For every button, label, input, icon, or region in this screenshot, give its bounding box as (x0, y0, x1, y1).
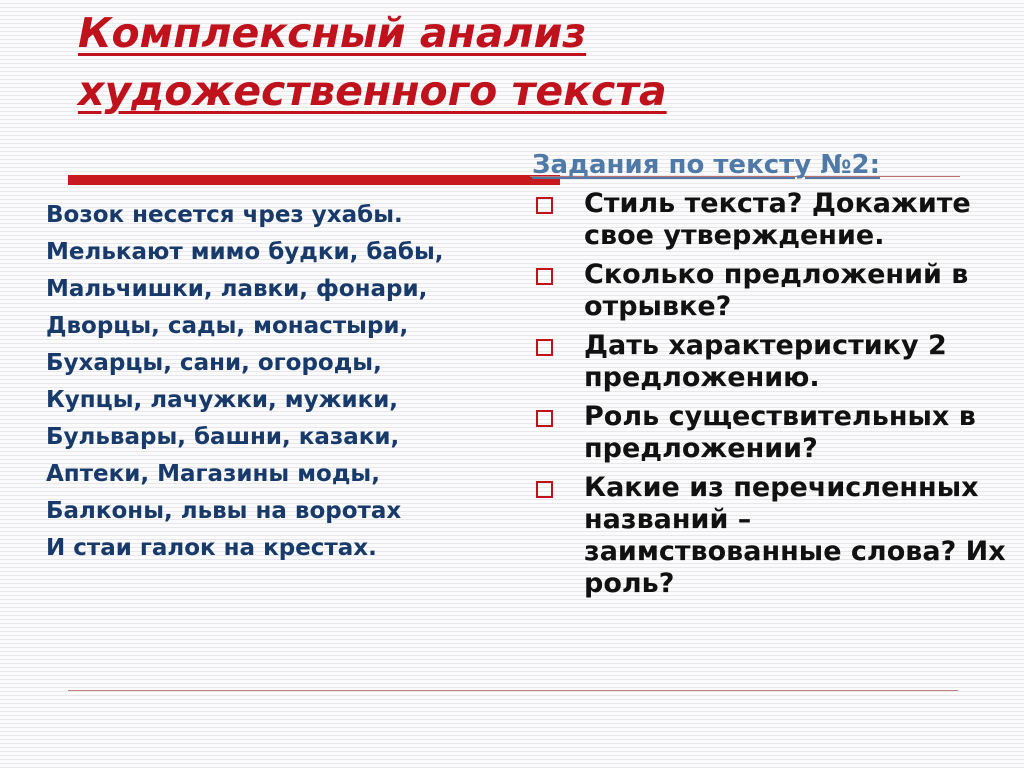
task-text: Стиль текста? Докажите свое утверждение. (584, 188, 971, 251)
checkbox-icon (536, 197, 553, 214)
task-item (532, 401, 1012, 465)
task-item (532, 472, 1012, 600)
poem-line: Дворцы, сады, монастыри, (46, 313, 409, 339)
red-divider-bar (68, 175, 560, 185)
task-list (532, 188, 1012, 607)
checkbox-icon (536, 268, 553, 285)
poem-line: Бухарцы, сани, огороды, (46, 350, 382, 376)
checkbox-icon (536, 410, 553, 427)
poem-line: Мальчишки, лавки, фонари, (46, 276, 428, 302)
task-text: Какие из перечисленных названий – заимствованные слова? Их роль? (584, 472, 1006, 599)
title-line-2: художественного текста (78, 67, 667, 115)
slide-title (78, 4, 978, 120)
poem-line: Купцы, лачужки, мужики, (46, 387, 399, 413)
checkbox-icon (536, 481, 553, 498)
task-text: Роль существительных в предложении? (584, 401, 976, 464)
poem-line: Аптеки, Магазины моды, (46, 461, 380, 487)
task-item (532, 259, 1012, 323)
bottom-rule (68, 690, 958, 691)
task-item (532, 188, 1012, 252)
poem-line: Бульвары, башни, казаки, (46, 424, 400, 450)
task-text: Дать характеристику 2 предложению. (584, 330, 947, 393)
poem-line: Мелькают мимо будки, бабы, (46, 239, 444, 265)
poem-line: Балконы, львы на воротах (46, 498, 402, 524)
task-text: Сколько предложений в отрывке? (584, 259, 969, 322)
poem-line: И стаи галок на крестах. (46, 535, 377, 561)
tasks-heading: Задания по тексту №2: (532, 150, 880, 180)
title-line-1: Комплексный анализ (78, 9, 587, 57)
poem-text (46, 200, 526, 570)
task-item (532, 330, 1012, 394)
checkbox-icon (536, 339, 553, 356)
poem-line: Возок несется чрез ухабы. (46, 202, 403, 228)
